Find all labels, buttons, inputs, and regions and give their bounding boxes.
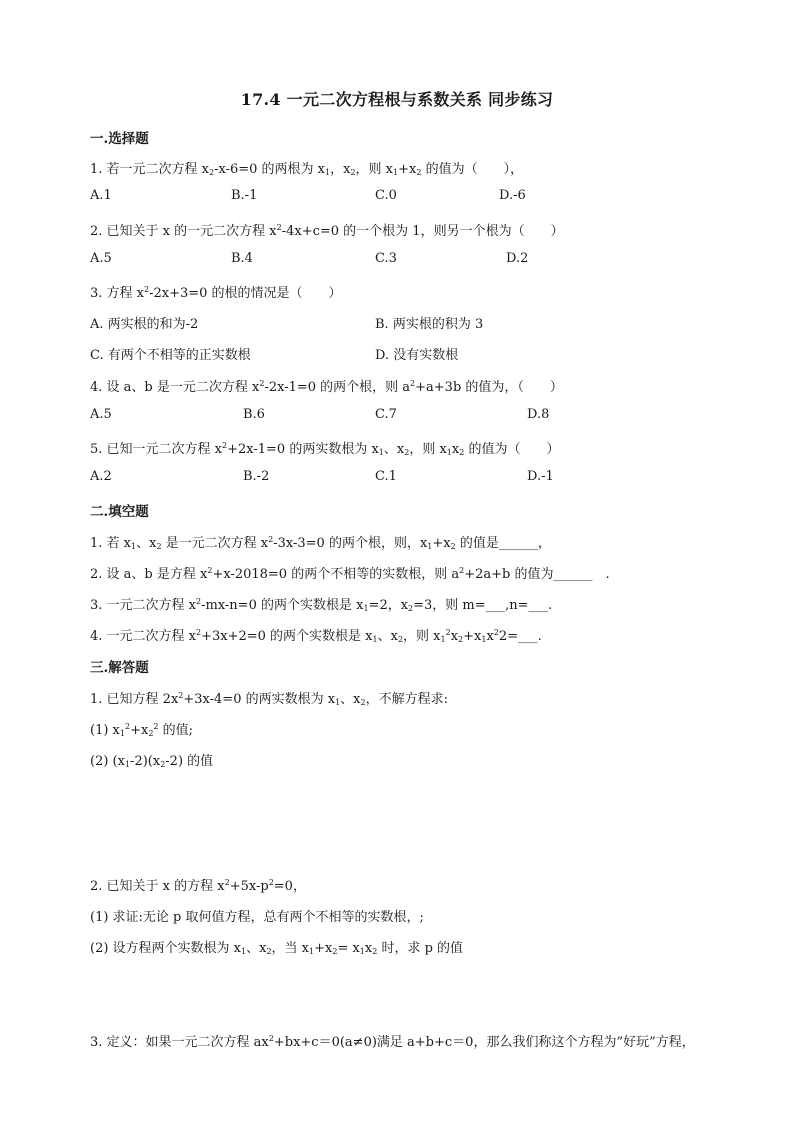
mc5-option-b: B.-2 — [243, 469, 270, 484]
subscript: 1 — [393, 168, 399, 177]
text-run: +2x-1=0 的两实数根为 x — [227, 442, 379, 457]
text-run: 2 — [498, 629, 508, 644]
superscript: 2 — [410, 379, 416, 388]
text-run: -3x-3=0 的两个根，则，x — [273, 536, 428, 551]
subscript: 1 — [124, 760, 131, 769]
mc4-option-b: B.6 — [243, 407, 265, 422]
text-run: +bx+c＝0(a≠0)满足 a+b+c＝0，那么我们称这个方程为”好玩”方程， — [273, 1035, 695, 1050]
mc3-option-b: B. 两实根的积为 3 — [375, 317, 484, 332]
mc4-option-a: A.5 — [90, 407, 112, 422]
mc-question-1 — [90, 158, 523, 177]
superscript: 2 — [222, 441, 228, 450]
text-run: +x — [463, 629, 482, 644]
superscript: 2 — [224, 878, 230, 887]
text-run: =2，x — [368, 598, 409, 613]
text-run: +x-2018=0 的两个不相等的实数根，则 a — [212, 567, 460, 582]
text-run: 的值; — [158, 723, 194, 738]
mc2-option-a: A.5 — [90, 251, 112, 266]
text-run: ，不解方程求: — [365, 692, 448, 707]
text-run: +5x-p — [229, 879, 269, 894]
mc4-option-c: C.7 — [375, 407, 397, 422]
text-run: ，则 x — [409, 442, 447, 457]
text-run: x — [450, 629, 459, 644]
solve-question-2 — [90, 875, 306, 894]
text-run: 1. 若一元二次方程 x — [90, 162, 209, 177]
superscript: 2 — [459, 566, 465, 575]
superscript: 2 — [124, 722, 131, 731]
superscript: 2 — [268, 1034, 274, 1043]
subscript: 2 — [459, 448, 465, 457]
text-run: ，则 x — [355, 162, 394, 177]
subscript: 1 — [325, 168, 331, 177]
subscript: 2 — [156, 542, 162, 551]
text-run: 、x — [246, 941, 267, 956]
text-run: 时，求 p 的值 — [377, 941, 464, 956]
mc1-option-a: A.1 — [90, 188, 112, 203]
text-run: 是一元二次方程 x — [161, 536, 269, 551]
solve-q2-part-2 — [90, 937, 463, 956]
mc-question-5 — [90, 438, 559, 457]
text-run: +3x+2=0 的两个实数根是 x — [201, 629, 373, 644]
subscript: 2 — [350, 168, 356, 177]
text-run: -x-6=0 的两根为 x — [214, 162, 326, 177]
subscript: 1 — [363, 604, 369, 613]
text-run: (1) 求证:无论 p 取何值方程，总有两个不相等的实数根，; — [90, 910, 424, 925]
mc1-option-d: D.-6 — [499, 188, 526, 203]
mc-question-3 — [90, 282, 342, 301]
solve-q1-part-1 — [90, 719, 193, 738]
mc1-option-b: B.-1 — [231, 188, 258, 203]
section-heading-solve: 三.解答题 — [90, 660, 149, 676]
superscript: 2 — [268, 878, 274, 887]
section-heading-fill: 二.填空题 — [90, 504, 149, 520]
subscript: 1 — [241, 947, 247, 956]
subscript: 1 — [372, 635, 378, 644]
subscript: 1 — [427, 542, 433, 551]
subscript: 2 — [360, 698, 366, 707]
subscript: 2 — [458, 635, 464, 644]
subscript: 2 — [332, 947, 338, 956]
subscript: 2 — [408, 604, 414, 613]
text-run: 2. 已知关于 x 的一元二次方程 x — [90, 224, 277, 239]
text-run: 、x — [136, 536, 157, 551]
solve-q2-part-1 — [90, 906, 424, 925]
subscript: 2 — [397, 635, 404, 644]
superscript: 2 — [144, 285, 150, 294]
fill-question-4 — [90, 625, 542, 644]
text-run: 的值是______， — [455, 536, 551, 551]
solve-question-1 — [90, 688, 448, 707]
text-run: (2) (x — [90, 754, 125, 769]
section-heading-choice: 一.选择题 — [90, 131, 149, 147]
solve-q1-part-2 — [90, 750, 213, 769]
mc3-option-c: C. 有两个不相等的正实数根 — [90, 348, 251, 363]
mc5-option-c: C.1 — [375, 469, 397, 484]
solve-question-3 — [90, 1031, 695, 1050]
text-run: -2x+3=0 的根的情况是（ ） — [149, 286, 342, 301]
superscript: 2 — [445, 628, 451, 637]
subscript: 2 — [148, 729, 154, 738]
subscript: 1 — [309, 947, 315, 956]
mc2-option-b: B.4 — [231, 251, 253, 266]
text-run: 1. 若 x — [90, 536, 131, 551]
superscript: 2 — [207, 566, 213, 575]
subscript: 2 — [404, 448, 410, 457]
subscript: 1 — [481, 635, 487, 644]
mc-question-4 — [90, 376, 563, 395]
text-run: x — [486, 629, 494, 644]
text-run: 2. 设 a、b 是方程 x — [90, 567, 208, 582]
text-run: ，当 x — [271, 941, 310, 956]
text-run: -2) 的值 — [165, 754, 214, 769]
text-run: 4. 设 a、b 是一元二次方程 x — [90, 380, 260, 395]
text-run: ，x — [330, 162, 351, 177]
subscript: 2 — [416, 168, 422, 177]
text-run: 、x — [383, 442, 405, 457]
subscript: 1 — [335, 698, 341, 707]
text-run: +x — [432, 536, 451, 551]
mc4-option-d: D.8 — [527, 407, 550, 422]
subscript: 2 — [450, 542, 456, 551]
text-run: x — [364, 941, 373, 956]
superscript: 2 — [259, 379, 265, 388]
superscript: 2 — [268, 535, 274, 544]
mc3-option-d: D. 没有实数根 — [375, 348, 459, 363]
text-run: 的值为（ ）， — [421, 162, 524, 177]
superscript: 2 — [178, 691, 184, 700]
subscript: 1 — [446, 448, 452, 457]
text-run: (2) 设方程两个实数根为 x — [90, 941, 242, 956]
text-run: = x — [337, 941, 360, 956]
mc2-option-d: D.2 — [506, 251, 529, 266]
text-run: 3. 一元二次方程 x — [90, 598, 196, 613]
subscript: 1 — [440, 635, 446, 644]
text-run: 1. 已知方程 2x — [90, 692, 179, 707]
superscript: 2 — [153, 722, 159, 731]
superscript: 2 — [493, 628, 499, 637]
text-run: 、x — [340, 692, 361, 707]
fill-question-3 — [90, 594, 552, 613]
mc2-option-c: C.3 — [375, 251, 397, 266]
text-run: 3. 方程 x — [90, 286, 144, 301]
subscript: 2 — [372, 947, 378, 956]
superscript: 2 — [196, 628, 202, 637]
fill-question-1 — [90, 532, 551, 551]
text-run: +2a+b 的值为______ . — [464, 567, 610, 582]
text-run: +x — [314, 941, 333, 956]
superscript: 2 — [276, 223, 282, 232]
page-title: 17.4 一元二次方程根与系数关系 同步练习 — [240, 90, 554, 109]
text-run: =___. — [507, 629, 542, 644]
subscript: 2 — [266, 947, 272, 956]
text-run: 4. 一元二次方程 x — [90, 629, 196, 644]
subscript: 2 — [209, 168, 215, 177]
mc-question-2 — [90, 220, 564, 239]
superscript: 2 — [196, 597, 202, 606]
text-run: 3. 定义：如果一元二次方程 ax — [90, 1035, 269, 1050]
text-run: (1) x — [90, 723, 120, 738]
text-run: -mx-n=0 的两个实数根是 x — [201, 598, 364, 613]
subscript: 1 — [359, 947, 365, 956]
text-run: =3，则 m=___,n=___. — [413, 598, 553, 613]
text-run: +x — [130, 723, 149, 738]
text-run: 、x — [377, 629, 398, 644]
text-run: =0， — [273, 879, 306, 894]
mc1-option-c: C.0 — [375, 188, 397, 203]
text-run: +3x-4=0 的两实数根为 x — [183, 692, 336, 707]
fill-question-2 — [90, 563, 610, 582]
text-run: -2x-1=0 的两个根，则 a — [264, 380, 411, 395]
subscript: 1 — [119, 729, 125, 738]
text-run: +a+3b 的值为，（ ） — [415, 380, 563, 395]
mc5-option-a: A.2 — [90, 469, 112, 484]
text-run: 2. 已知关于 x 的方程 x — [90, 879, 225, 894]
subscript: 1 — [378, 448, 384, 457]
text-run: +x — [398, 162, 417, 177]
mc5-option-d: D.-1 — [527, 469, 554, 484]
subscript: 1 — [131, 542, 137, 551]
text-run: 的值为（ ） — [464, 442, 560, 457]
text-run: ，则 x — [403, 629, 441, 644]
mc3-option-a: A. 两实根的和为-2 — [90, 317, 199, 332]
text-run: -4x+c=0 的一个根为 1，则另一个根为（ ） — [281, 224, 564, 239]
text-run: -2)(x — [130, 754, 161, 769]
subscript: 2 — [160, 760, 166, 769]
text-run: 5. 已知一元二次方程 x — [90, 442, 222, 457]
text-run: x — [451, 442, 460, 457]
